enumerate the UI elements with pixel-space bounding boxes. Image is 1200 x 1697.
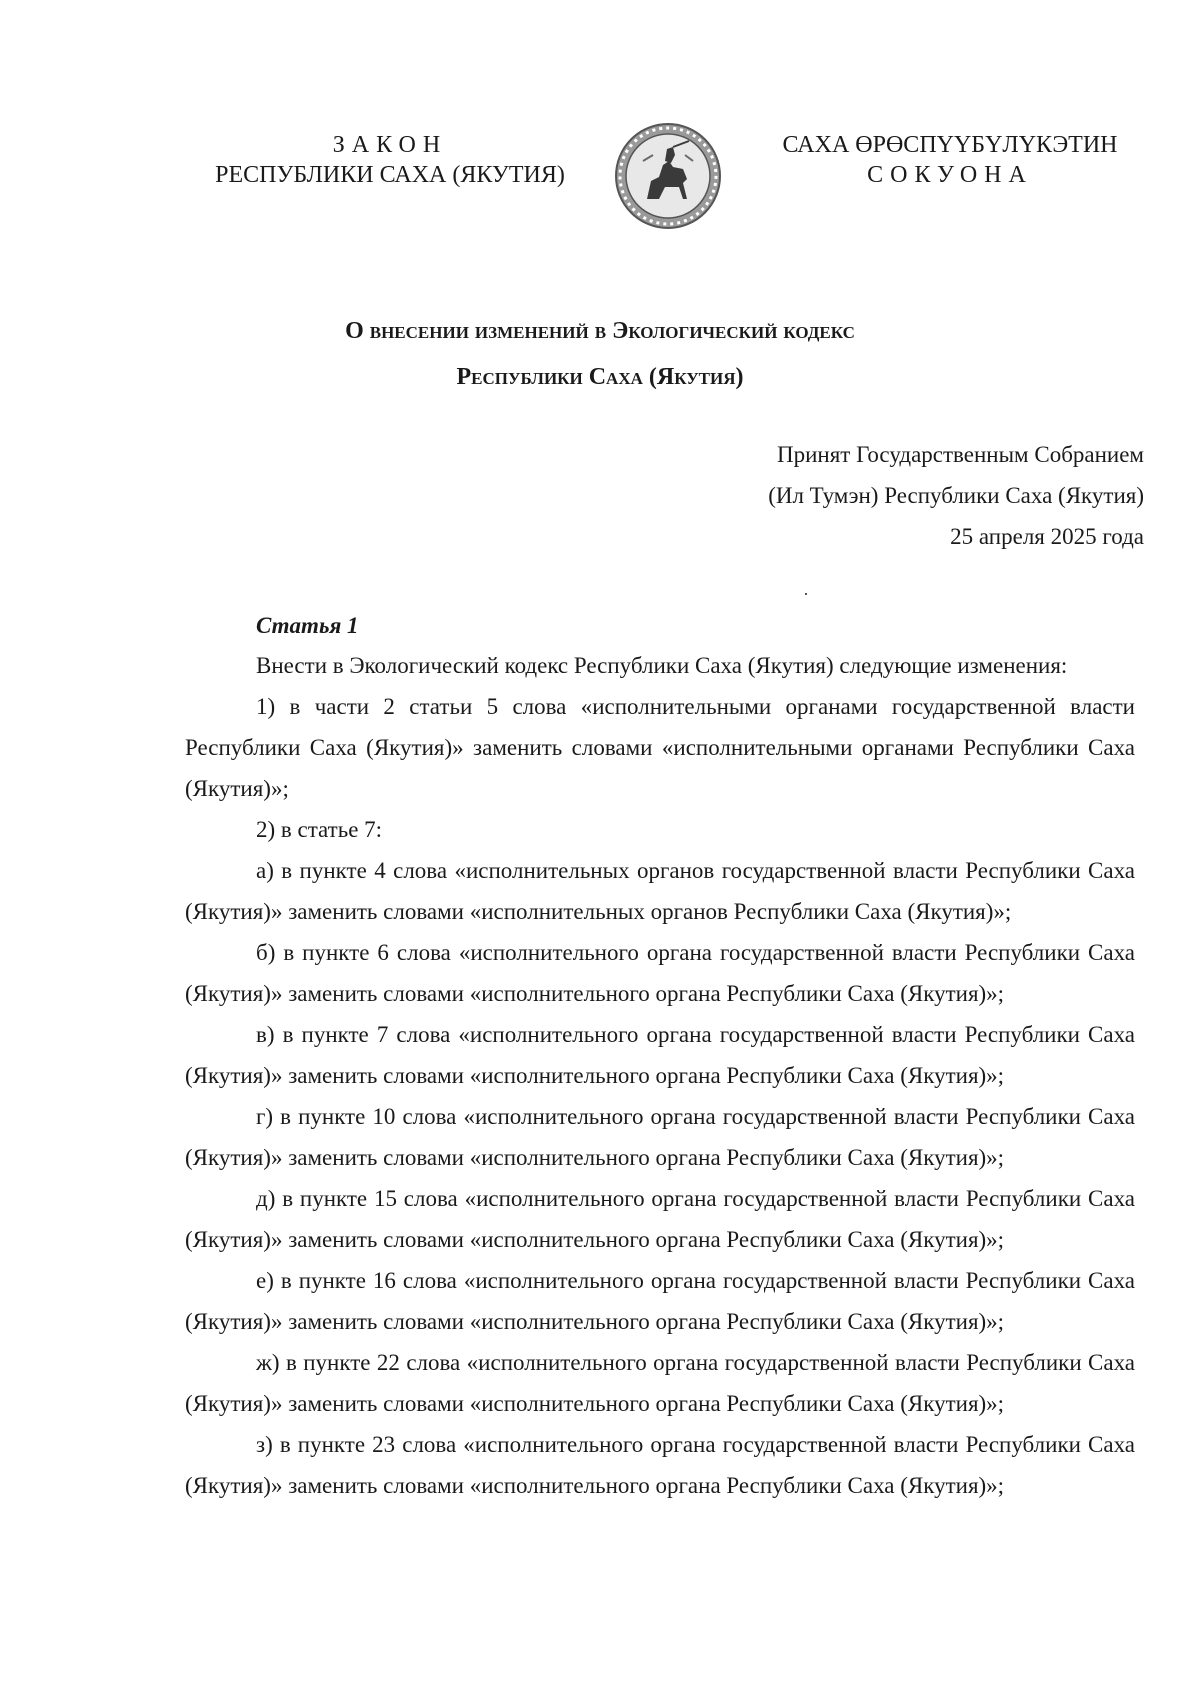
amendment-subitem-e: е) в пункте 16 слова «исполнительного органа государственной власти Республики Саха (Якутия)» заменить словами «исполнительного органа Республики Саха (Якутия)»; <box>185 1268 1135 1334</box>
amendment-subitem-b: б) в пункте 6 слова «исполнительного органа государственной власти Республики Саха (Якутия)» заменить словами «исполнительного органа Республики Саха (Якутия)»; <box>185 940 1135 1006</box>
amendment-item-1: 1) в части 2 статьи 5 слова «исполнительными органами государственной власти Республики Саха (Якутия)» заменить словами «исполнительными органами Республики Саха (Якутия)»; <box>185 694 1135 801</box>
article-heading: Статья 1 <box>256 613 359 638</box>
header-republic-name: РЕСПУБЛИКИ САХА (ЯКУТИЯ) <box>215 162 565 188</box>
amendment-subitem-d: д) в пункте 15 слова «исполнительного органа государственной власти Республики Саха (Якутия)» заменить словами «исполнительного органа Республики Саха (Якутия)»; <box>185 1186 1135 1252</box>
amendment-subitem-a: а) в пункте 4 слова «исполнительных органов государственной власти Республики Саха (Якутия)» заменить словами «исполнительных органов Республики Саха (Якутия)»; <box>185 858 1135 924</box>
header-law-word-sakha: СОКУОНА <box>867 162 1033 188</box>
adoption-date: 25 апреля 2025 года <box>950 524 1144 549</box>
amendment-subitem-v: в) в пункте 7 слова «исполнительного органа государственной власти Республики Саха (Якутия)» заменить словами «исполнительного органа Республики Саха (Якутия)»; <box>185 1022 1135 1088</box>
amendment-subitem-zh: ж) в пункте 22 слова «исполнительного органа государственной власти Республики Саха (Якутия)» заменить словами «исполнительного органа Республики Саха (Якутия)»; <box>185 1350 1135 1416</box>
article-intro: Внести в Экологический кодекс Республики Саха (Якутия) следующие изменения: <box>256 653 1068 678</box>
amendment-subitem-g: г) в пункте 10 слова «исполнительного органа государственной власти Республики Саха (Якутия)» заменить словами «исполнительного органа Республики Саха (Якутия)»; <box>185 1104 1135 1170</box>
document-title-line1: О внесении изменений в Экологический кодекс <box>345 318 855 344</box>
amendment-item-2: 2) в статье 7: <box>256 817 383 842</box>
header-sakha <box>770 130 1130 190</box>
adoption-line1: Принят Государственным Собранием <box>776 442 1144 467</box>
coat-of-arms-icon <box>613 121 723 231</box>
scan-speck <box>805 593 807 595</box>
adoption-line2: (Ил Тумэн) Республики Саха (Якутия) <box>768 483 1144 508</box>
amendment-subitem-z: з) в пункте 23 слова «исполнительного органа государственной власти Республики Саха (Якутия)» заменить словами «исполнительного органа Республики Саха (Якутия)»; <box>185 1432 1135 1498</box>
header-russian <box>200 130 580 190</box>
document-title-line2: Республики Саха (Якутия) <box>456 364 744 390</box>
header-law-word: ЗАКОН <box>332 132 448 158</box>
header-republic-name-sakha: САХА ӨРӨСПҮҮБҮЛҮКЭТИН <box>782 132 1118 158</box>
